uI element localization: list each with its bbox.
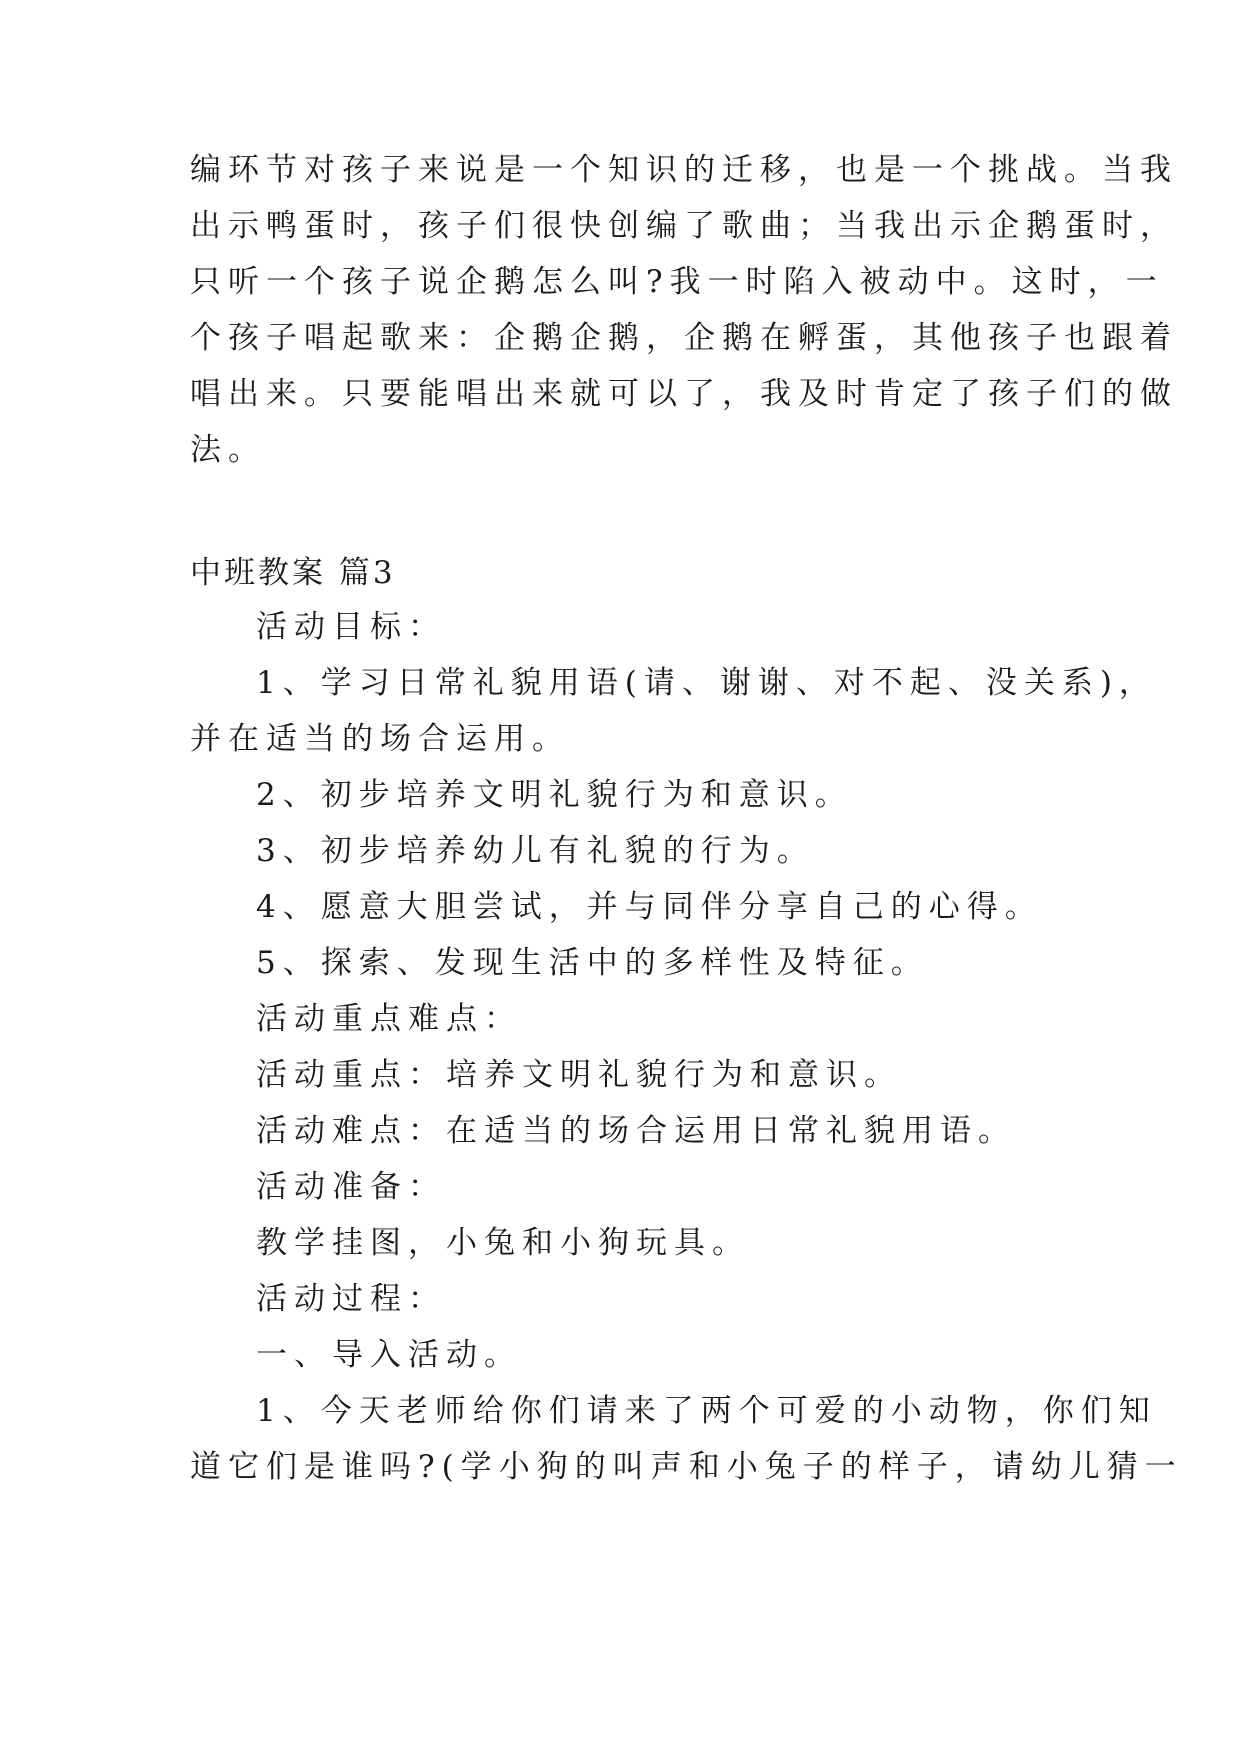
objective-item: 5、探索、发现生活中的多样性及特征。	[256, 945, 929, 981]
objective-item: 4、愿意大胆尝试，并与同伴分享自己的心得。	[256, 889, 1043, 925]
process-step-item-continuation: 道它们是谁吗?(学小狗的叫声和小兔子的样子，请幼儿猜一	[190, 1449, 1183, 1485]
objective-item-continuation: 并在适当的场合运用。	[190, 721, 570, 757]
process-label: 活动过程：	[256, 1281, 446, 1317]
difficulty-text: 活动难点：在适当的场合运用日常礼貌用语。	[256, 1113, 1016, 1149]
preparation-label: 活动准备：	[256, 1169, 446, 1205]
paragraph-line: 法。	[190, 432, 266, 468]
paragraph-line: 出示鸭蛋时，孩子们很快创编了歌曲；当我出示企鹅蛋时，	[190, 208, 1178, 244]
process-step-item: 1、今天老师给你们请来了两个可爱的小动物，你们知	[256, 1393, 1157, 1429]
preparation-text: 教学挂图，小兔和小狗玩具。	[256, 1225, 750, 1261]
objective-item: 3、初步培养幼儿有礼貌的行为。	[256, 833, 815, 869]
paragraph-line: 唱出来。只要能唱出来就可以了，我及时肯定了孩子们的做	[190, 376, 1178, 412]
paragraph-line: 编环节对孩子来说是一个知识的迁移，也是一个挑战。当我	[190, 152, 1178, 188]
key-points-label: 活动重点难点：	[256, 1001, 522, 1037]
paragraph-line: 个孩子唱起歌来：企鹅企鹅，企鹅在孵蛋，其他孩子也跟着	[190, 320, 1178, 356]
key-point-text: 活动重点：培养文明礼貌行为和意识。	[256, 1057, 902, 1093]
process-step-title: 一、导入活动。	[256, 1337, 522, 1373]
section-heading: 中班教案 篇3	[190, 555, 396, 591]
objective-item: 2、初步培养文明礼貌行为和意识。	[256, 777, 853, 813]
paragraph-line: 只听一个孩子说企鹅怎么叫?我一时陷入被动中。这时，一	[190, 264, 1164, 300]
objective-item: 1、学习日常礼貌用语(请、谢谢、对不起、没关系)，	[256, 665, 1157, 701]
objectives-label: 活动目标：	[256, 609, 446, 645]
